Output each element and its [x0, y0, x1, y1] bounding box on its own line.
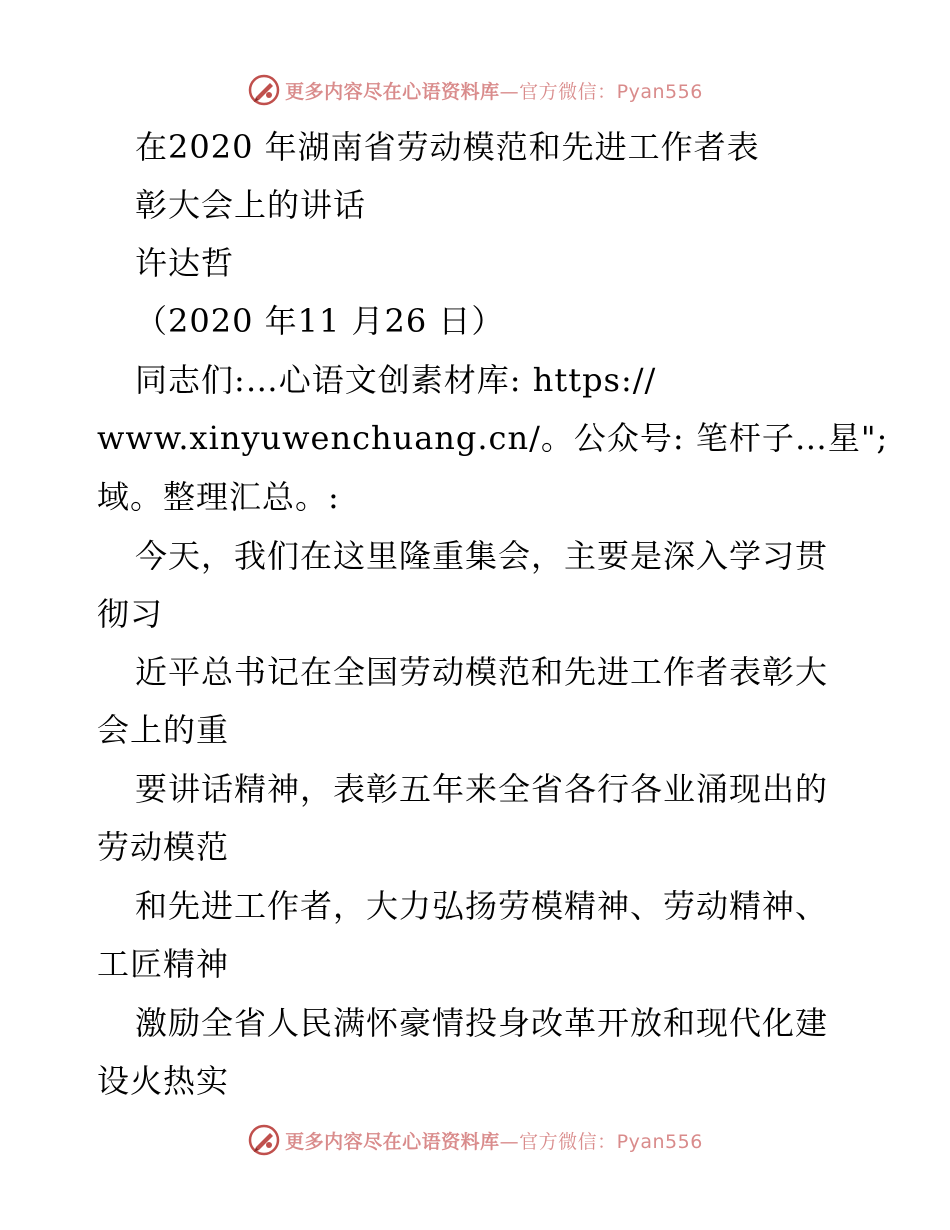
banner-contact-text: 官方微信：Pyan556: [519, 1130, 703, 1153]
body-line: 设火热实: [97, 1062, 230, 1100]
body-line: 彻习: [97, 595, 164, 633]
pen-seal-logo-icon: [247, 73, 281, 107]
banner-separator: —: [499, 1130, 520, 1153]
pen-seal-logo-icon: [247, 1123, 281, 1157]
body-line: 同志们:…心语文创素材库: https://: [135, 361, 657, 399]
footer-watermark-banner: [0, 1120, 950, 1160]
body-line: 要讲话精神，表彰五年来全省各行各业涌现出的: [135, 770, 829, 808]
banner-brand-text: 更多内容尽在心语资料库: [285, 1130, 500, 1153]
body-line: 和先进工作者，大力弘扬劳模精神、劳动精神、: [135, 887, 829, 925]
body-line: www.xinyuwenchuang.cn/。公众号: 笔杆子…星";: [97, 419, 889, 457]
speech-title-line-1: 在2020 年湖南省劳动模范和先进工作者表: [135, 128, 760, 166]
banner-separator: —: [499, 80, 520, 103]
banner-brand-text: 更多内容尽在心语资料库: [285, 80, 500, 103]
body-line: 近平总书记在全国劳动模范和先进工作者表彰大: [135, 653, 829, 691]
body-line: 工匠精神: [97, 945, 230, 983]
body-line: 激励全省人民满怀豪情投身改革开放和现代化建: [135, 1004, 829, 1042]
speech-date: （2020 年11 月26 日）: [135, 302, 505, 340]
speech-title-line-2: 彰大会上的讲话: [135, 186, 367, 224]
banner-contact-text: 官方微信：Pyan556: [519, 80, 703, 103]
speaker-name: 许达哲: [135, 244, 235, 282]
body-line: 今天，我们在这里隆重集会，主要是深入学习贯: [135, 537, 829, 575]
body-line: 劳动模范: [97, 828, 230, 866]
body-line: 域。整理汇总。:: [97, 478, 340, 516]
body-line: 会上的重: [97, 711, 230, 749]
header-watermark-banner: [0, 70, 950, 110]
